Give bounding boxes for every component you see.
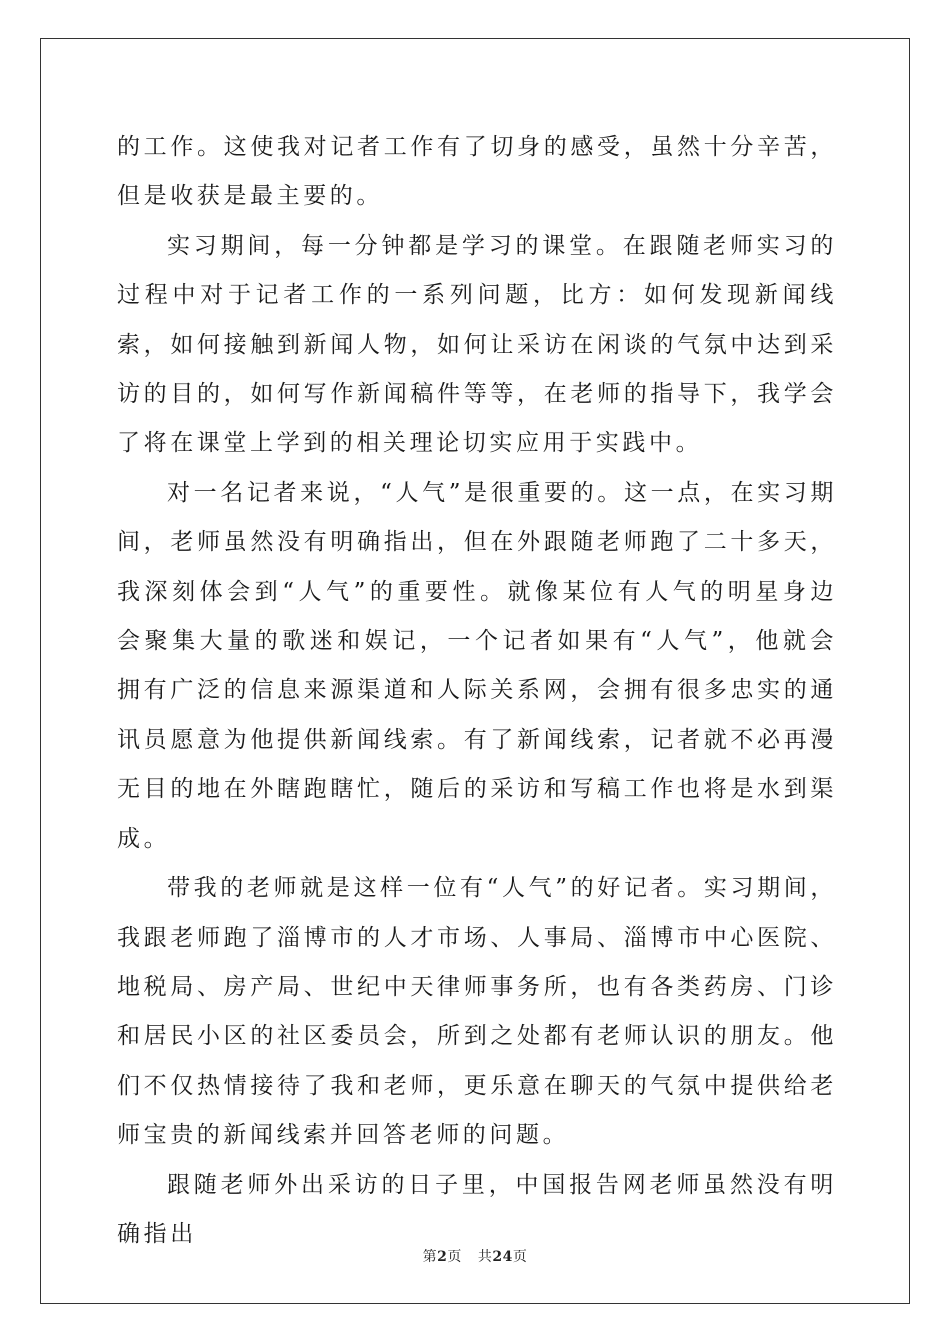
paragraph-2: 实习期间，每一分钟都是学习的课堂。在跟随老师实习的过程中对于记者工作的一系列问题，比方：如何发现新闻线索，如何接触到新闻人物，如何让采访在闲谈的气氛中达到采访的目的，如何写作新闻稿件等等，在老师的指导下，我学会了将在课堂上学到的相关理论切实应用于实践中。	[117, 232, 837, 457]
total-pages-unit: 页	[512, 1249, 528, 1265]
paragraph-3: 对一名记者来说，“人气”是很重要的。这一点，在实习期间，老师虽然没有明确指出，但在外跟随老师跑了二十多天，我深刻体会到“人气”的重要性。就像某位有人气的明星身边会聚集大量的歌迷和娱记，一个记者如果有“人气”，他就会拥有广泛的信息来源渠道和人际关系网，会拥有很多忠实的通讯员愿意为他提供新闻线索。有了新闻线索，记者就不必再漫无目的地在外瞎跑瞎忙，随后的采访和写稿工作也将是水到渠成。	[117, 479, 837, 852]
page-number-unit: 页	[447, 1249, 462, 1265]
page-number-prefix: 第	[422, 1249, 438, 1265]
total-pages-prefix: 共	[477, 1249, 493, 1265]
current-page-number: 2	[437, 1249, 448, 1265]
paragraph-1: 的工作。这使我对记者工作有了切身的感受，虽然十分辛苦，但是收获是最主要的。	[117, 134, 837, 210]
document-body	[117, 123, 837, 1259]
paragraph-5: 跟随老师外出采访的日子里，中国报告网老师虽然没有明确指出	[117, 1171, 837, 1247]
paragraph-4: 带我的老师就是这样一位有“人气”的好记者。实习期间，我跟老师跑了淄博市的人才市场、人事局、淄博市中心医院、地税局、房产局、世纪中天律师事务所，也有各类药房、门诊和居民小区的社区委员会，所到之处都有老师认识的朋友。他们不仅热情接待了我和老师，更乐意在聊天的气氛中提供给老师宝贵的新闻线索并回答老师的问题。	[117, 875, 837, 1149]
total-page-count: 24	[492, 1249, 513, 1265]
page-footer	[0, 1246, 950, 1266]
